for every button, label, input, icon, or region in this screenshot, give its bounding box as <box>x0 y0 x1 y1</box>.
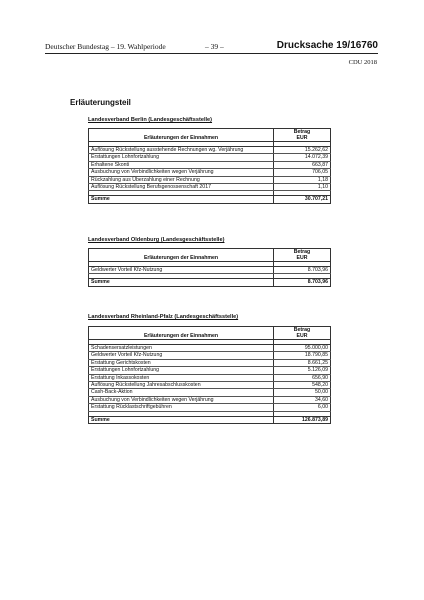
column-header-description: Erläuterungen der Einnahmen <box>89 327 274 340</box>
row-description: Erstattung Gerichtskosten <box>89 359 274 366</box>
table-row <box>89 147 331 154</box>
row-description: Auflösung Rückstellung ausstehende Rechnungen wg. Verjährung <box>89 147 274 154</box>
table-row <box>89 404 331 411</box>
row-description: Auflösung Rückstellung Berufsgenossenschaft 2017 <box>89 184 274 191</box>
table-row <box>89 389 331 396</box>
row-description: Cash-Back-Aktion <box>89 389 274 396</box>
column-header-currency: EUR <box>296 135 308 141</box>
row-amount: 95.000,00 <box>274 345 331 352</box>
table-row <box>89 396 331 403</box>
row-amount: 15.262,62 <box>274 147 331 154</box>
sum-amount: 8.703,96 <box>274 279 331 286</box>
row-amount: 706,05 <box>274 169 331 176</box>
row-description: Erstattungen Lohnfortzahlung <box>89 154 274 161</box>
row-description: Ausbuchung von Verbindlichkeiten wegen Verjährung <box>89 396 274 403</box>
row-amount: 34,60 <box>274 396 331 403</box>
document-number-prefix: Drucksache 19/ <box>276 40 351 51</box>
row-description: Geldwerter Vorteil Kfz-Nutzung <box>89 352 274 359</box>
table-header <box>89 249 331 262</box>
column-header-description: Erläuterungen der Einnahmen <box>89 129 274 142</box>
sum-label: Summe <box>89 416 274 423</box>
row-amount: 663,87 <box>274 161 331 168</box>
column-header-amount-label: Betrag <box>293 129 311 135</box>
table-row <box>89 169 331 176</box>
sum-amount: 126.873,89 <box>274 416 331 423</box>
sum-label: Summe <box>89 196 274 203</box>
row-description: Geldwerter Vorteil Kfz-Nutzung <box>89 267 274 274</box>
section-label-berlin: Landesverband Berlin (Landesgeschäftsstelle) <box>88 117 213 123</box>
table-row <box>89 267 331 274</box>
table-oldenburg <box>88 248 331 287</box>
row-amount: 656,90 <box>274 374 331 381</box>
row-amount: 14.072,39 <box>274 154 331 161</box>
section-label-oldenburg: Landesverband Oldenburg (Landesgeschäftsstelle) <box>88 237 225 243</box>
row-description: Erstattung Inkassokosten <box>89 374 274 381</box>
column-header-description: Erläuterungen der Einnahmen <box>89 249 274 262</box>
row-amount: 18.790,85 <box>274 352 331 359</box>
sum-row <box>89 196 331 203</box>
party-label: CDU 2018 <box>348 59 377 66</box>
table-row <box>89 176 331 183</box>
column-header-amount-label: Betrag <box>293 327 311 333</box>
column-header-currency: EUR <box>296 255 308 261</box>
row-amount: 1,10 <box>274 184 331 191</box>
row-description: Schadensersatzleistungen <box>89 345 274 352</box>
row-description: Erstattung Rücklastschriftgebühren <box>89 404 274 411</box>
section-title: Erläuterungsteil <box>70 98 131 107</box>
table-row <box>89 367 331 374</box>
row-description: Rückzahlung aus Überzahlung einer Rechnung <box>89 176 274 183</box>
header-left-text: Deutscher Bundestag – 19. Wahlperiode <box>45 42 166 51</box>
table-row <box>89 154 331 161</box>
column-header-amount-label: Betrag <box>293 249 311 255</box>
column-header-amount <box>274 249 331 262</box>
row-amount: 8.703,96 <box>274 267 331 274</box>
row-amount: 5.126,09 <box>274 367 331 374</box>
column-header-amount <box>274 129 331 142</box>
page-number: – 39 – <box>205 42 224 51</box>
row-amount: 6,00 <box>274 404 331 411</box>
row-amount: 548,20 <box>274 382 331 389</box>
sum-row <box>89 416 331 423</box>
table-row <box>89 345 331 352</box>
table-row <box>89 382 331 389</box>
table-row <box>89 161 331 168</box>
table-header <box>89 327 331 340</box>
sum-label: Summe <box>89 279 274 286</box>
column-header-currency: EUR <box>296 333 308 339</box>
row-description: Erstattungen Lohnfortzahlung <box>89 367 274 374</box>
sum-row <box>89 279 331 286</box>
header-rule <box>45 53 378 54</box>
table-row <box>89 184 331 191</box>
table-row <box>89 352 331 359</box>
sum-amount: 30.707,21 <box>274 196 331 203</box>
row-amount: 1,18 <box>274 176 331 183</box>
row-description: Erhaltene Skonti <box>89 161 274 168</box>
row-description: Auflösung Rückstellung Jahresabschlusskosten <box>89 382 274 389</box>
column-header-amount <box>274 327 331 340</box>
table-berlin <box>88 128 331 204</box>
row-amount: 8.661,25 <box>274 359 331 366</box>
table-row <box>89 359 331 366</box>
table-row <box>89 374 331 381</box>
row-description: Ausbuchung von Verbindlichkeiten wegen Verjährung <box>89 169 274 176</box>
section-label-rheinland-pfalz: Landesverband Rheinland-Pfalz (Landesgeschäftsstelle) <box>88 314 239 320</box>
row-amount: 50,00 <box>274 389 331 396</box>
document-number-value: 16760 <box>350 40 378 51</box>
document-number <box>277 40 378 51</box>
table-rheinland-pfalz <box>88 326 331 424</box>
table-header <box>89 129 331 142</box>
